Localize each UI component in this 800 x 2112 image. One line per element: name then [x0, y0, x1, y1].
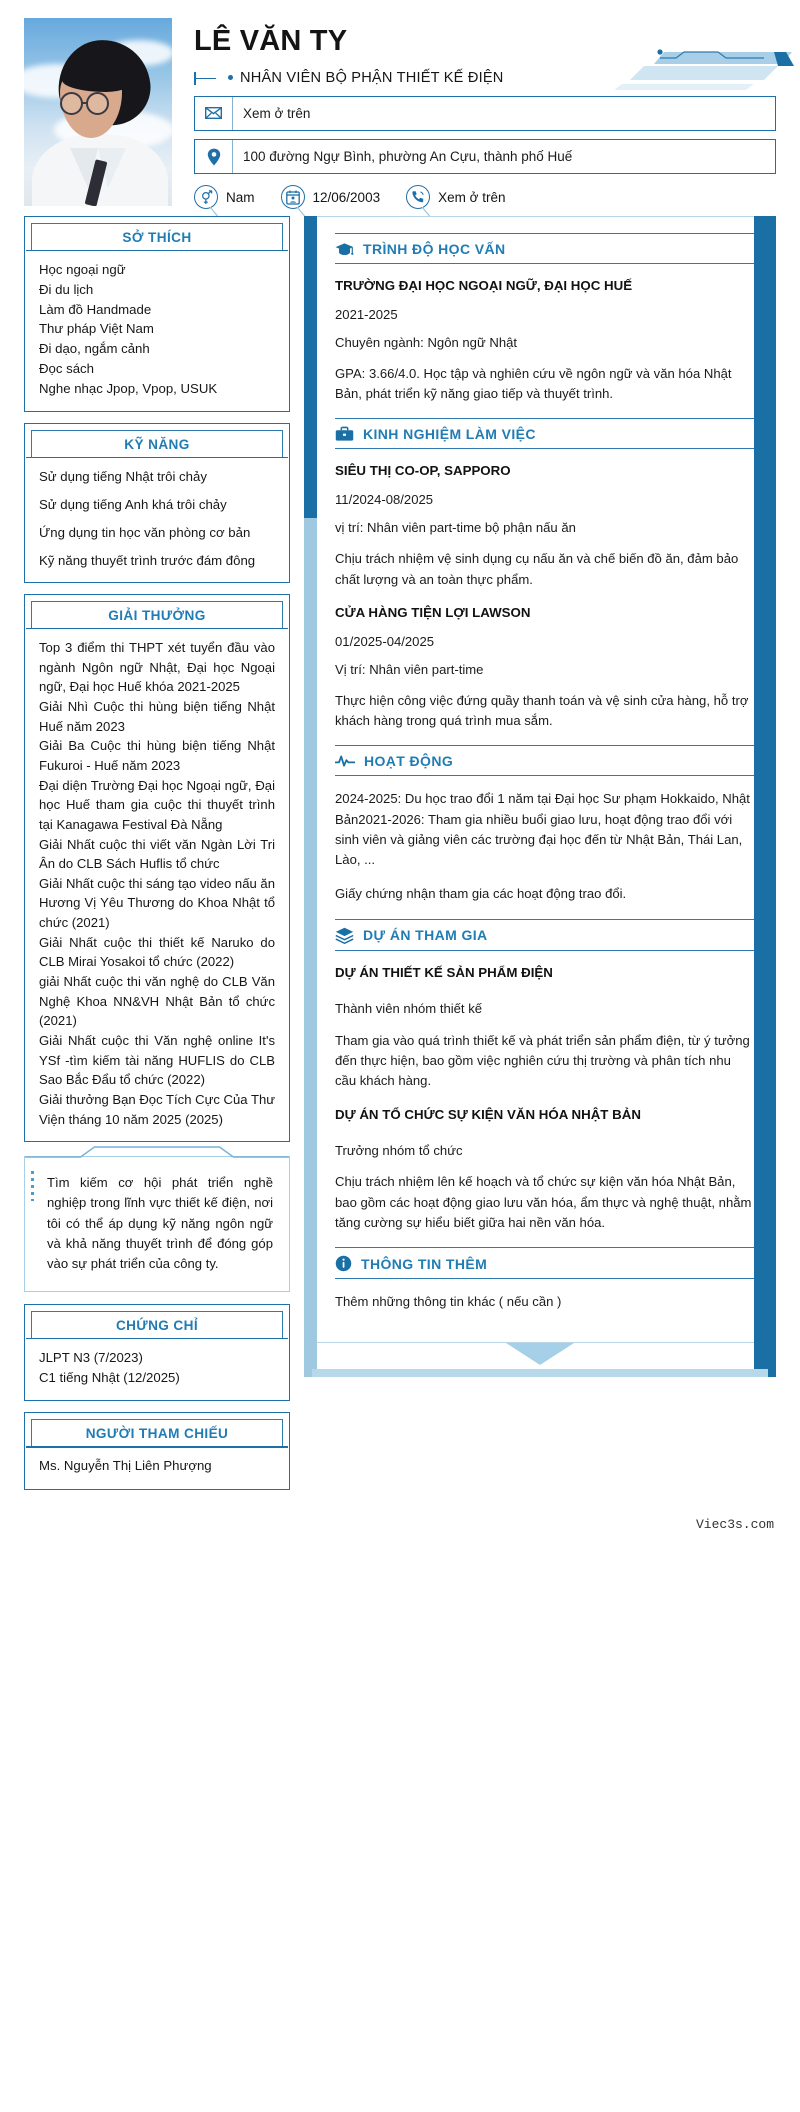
section-experience — [335, 418, 755, 731]
list-item: Giải Nhất cuộc thi viết văn Ngàn Lời Tri Ân do CLB Sách Huflis tổ chức — [39, 836, 275, 872]
project-role: Thành viên nhóm thiết kế — [335, 1001, 483, 1017]
experience-org: SIÊU THỊ CO-OP, SAPPORO — [335, 463, 511, 479]
cv-body — [0, 216, 800, 1501]
reference-body — [25, 1446, 289, 1488]
monitor-frame — [304, 216, 776, 1377]
skills-list — [39, 467, 275, 571]
activities-detail: Giấy chứng nhận tham gia các hoạt động trao đổi. — [335, 886, 627, 902]
experience-header — [335, 418, 755, 449]
calendar-icon — [281, 185, 305, 209]
projects-title: DỰ ÁN THAM GIA — [363, 927, 488, 944]
project-role: Trưởng nhóm tổ chức — [335, 1143, 463, 1159]
awards-title: GIẢI THƯỞNG — [108, 608, 206, 624]
list-item: Giải thưởng Bạn Đọc Tích Cực Của Thư Viện tháng 10 năm 2025 (2025) — [39, 1091, 275, 1127]
email-value: Xem ở trên — [243, 105, 311, 121]
birthday-value: 12/06/2003 — [312, 189, 381, 205]
awards-list — [39, 638, 275, 1129]
education-date: 2021-2025 — [335, 306, 398, 322]
monitor-right-pillar — [754, 216, 776, 1377]
gender-value: Nam — [226, 189, 255, 205]
right-column — [304, 216, 776, 1377]
hobbies-body — [25, 250, 289, 411]
list-item: giải Nhất cuộc thi văn nghệ do CLB Văn Nghệ Khoa NN&VH Nhật Bản tổ chức (2021) — [39, 974, 275, 1029]
objective-notch-decoration — [25, 1146, 289, 1158]
education-title: TRÌNH ĐỘ HỌC VẤN — [363, 241, 506, 257]
certificates-header — [31, 1311, 283, 1338]
photo-glasses — [60, 92, 83, 115]
skills-header — [31, 430, 283, 457]
project-entry — [335, 1106, 755, 1234]
monitor-stand-neck — [506, 1343, 574, 1365]
reference-header — [31, 1419, 283, 1446]
address-field[interactable] — [194, 139, 776, 174]
skills-title: KỸ NĂNG — [124, 436, 190, 452]
experience-date: 01/2025-04/2025 — [335, 633, 435, 649]
list-item: Sử dụng tiếng Nhật trôi chảy — [39, 468, 207, 484]
list-item: Đọc sách — [39, 360, 94, 376]
personal-meta-row — [194, 185, 776, 209]
title-dot-decoration — [228, 75, 233, 80]
section-activities — [335, 745, 755, 904]
additional-info-text: Thêm những thông tin khác ( nếu cần ) — [335, 1294, 562, 1310]
education-detail: Chuyên ngành: Ngôn ngữ Nhật — [335, 334, 518, 350]
footer-watermark: Viec3s.com — [695, 1516, 774, 1532]
list-item: Giải Nhì Cuộc thi hùng biện tiếng Nhật Huế năm 2023 — [39, 699, 275, 734]
activities-title: HOẠT ĐỘNG — [364, 753, 454, 770]
project-entry — [335, 964, 755, 1092]
photo-glasses — [86, 92, 109, 115]
list-item: Ms. Nguyễn Thị Liên Phượng — [39, 1458, 212, 1474]
experience-detail: Chịu trách nhiệm vệ sinh dụng cụ nấu ăn và chế biến đồ ăn, đảm bảo chất lượng và an toàn thực phẩm. — [335, 551, 739, 587]
briefcase-icon — [335, 426, 354, 442]
experience-entry — [335, 462, 755, 589]
list-item: Ứng dụng tin học văn phòng cơ bản — [39, 524, 251, 540]
section-additional-info — [335, 1247, 755, 1312]
reference-title: NGƯỜI THAM CHIẾU — [85, 1426, 229, 1442]
list-item: Đi dạo, ngắm cảnh — [39, 341, 150, 357]
candidate-name: LÊ VĂN TY — [194, 25, 348, 57]
list-item: Top 3 điểm thi THPT xét tuyển đầu vào ngành Ngôn ngữ Nhật, Đại học Ngoại ngữ, Đại học Huế khóa 2021-2025 — [39, 640, 275, 695]
monitor-stand — [304, 1343, 776, 1377]
title-dash-decoration — [194, 72, 222, 84]
experience-org: CỬA HÀNG TIỆN LỢI LAWSON — [335, 604, 531, 620]
layers-icon — [335, 927, 354, 944]
education-entry — [335, 277, 755, 404]
list-item: Kỹ năng thuyết trình trước đám đông — [39, 553, 256, 568]
certificates-title: CHỨNG CHỈ — [115, 1317, 199, 1333]
address-value: 100 đường Ngự Bình, phường An Cựu, thành phố Huế — [243, 149, 573, 165]
phone-value: Xem ở trên — [438, 189, 506, 205]
additional-info-header — [335, 1247, 755, 1279]
activities-detail: 2024-2025: Du học trao đổi 1 năm tại Đại học Sư phạm Hokkaido, Nhật Bản2021-2026: Tham gia nhiều buổi giao lưu, hoạt động trao đổi với sinh viên và giảng viên các trường đại học đến từ Nhật Bản, Thái Lan, Lào, ... — [335, 791, 750, 868]
objective-text: Tìm kiếm cơ hội phát triển nghề nghiệp trong lĩnh vực thiết kế điện, nơi tôi có thể áp dụng kỹ năng ngôn ngữ và khả năng thuyết trình để đóng góp vào sự phát triển của công ty. — [47, 1175, 273, 1272]
list-item: Giải Nhất cuộc thi thiết kế Naruko do CLB Mirai Yosakoi tổ chức (2022) — [39, 934, 275, 970]
projects-header — [335, 919, 755, 951]
monitor-screen — [317, 216, 776, 1343]
monitor-left-bar — [304, 216, 317, 1377]
education-org: TRƯỜNG ĐẠI HỌC NGOẠI NGỮ, ĐẠI HỌC HUẾ — [335, 278, 633, 293]
birthday-field[interactable] — [281, 185, 381, 209]
info-circle-icon — [335, 1255, 352, 1272]
envelope-icon — [195, 97, 233, 130]
project-detail: Chịu trách nhiệm lên kế hoạch và tổ chức sự kiện văn hóa Nhật Bản, bao gồm các hoạt động giao lưu văn hóa, ẩm thực và nghệ thuật, nhằm tăng cường sự hiểu biết giữa hai nền văn hóa. — [335, 1174, 752, 1230]
hobbies-header — [31, 223, 283, 250]
education-detail: GPA: 3.66/4.0. Học tập và nghiên cứu về ngôn ngữ và văn hóa Nhật Bản, phát triển kỹ năng giao tiếp và thuyết trình. — [335, 365, 732, 402]
certificates-body — [25, 1338, 289, 1401]
experience-entry — [335, 604, 755, 731]
monitor-stand-base — [312, 1369, 768, 1377]
list-item: C1 tiếng Nhật (12/2025) — [39, 1370, 180, 1386]
job-title: NHÂN VIÊN BỘ PHẬN THIẾT KẾ ĐIỆN — [240, 69, 504, 86]
section-awards — [24, 594, 290, 1142]
list-item: Giải Ba Cuộc thi hùng biện tiếng Nhật Fukuroi - Huế năm 2023 — [39, 738, 275, 773]
list-item: JLPT N3 (7/2023) — [39, 1349, 143, 1365]
awards-body — [25, 628, 289, 1141]
location-pin-icon — [195, 140, 233, 173]
activity-pulse-icon — [335, 754, 355, 768]
experience-role: vị trí: Nhân viên part-time bộ phận nấu ăn — [335, 520, 576, 536]
experience-title: KINH NGHIỆM LÀM VIỆC — [363, 426, 536, 443]
header-details — [172, 18, 776, 216]
phone-field[interactable] — [406, 185, 505, 209]
additional-info-title: THÔNG TIN THÊM — [361, 1255, 488, 1272]
list-item: Sử dụng tiếng Anh khá trôi chảy — [39, 496, 227, 512]
project-name: DỰ ÁN THIẾT KẾ SẢN PHẨM ĐIỆN — [335, 964, 553, 980]
awards-header — [31, 601, 283, 628]
certificates-list — [39, 1348, 275, 1389]
list-item: Đại diện Trường Đại học Ngoại ngữ, Đại học Huế tham gia cuộc thi thuyết trình tại Kanagawa Festival Đà Nẵng — [39, 777, 275, 832]
photo-glasses-bridge — [82, 102, 88, 104]
project-name: DỰ ÁN TỔ CHỨC SỰ KIỆN VĂN HÓA NHẬT BẢN — [335, 1106, 641, 1122]
job-title-row — [194, 70, 776, 86]
education-header — [335, 233, 755, 264]
gender-icon — [194, 185, 218, 209]
cv-header — [0, 0, 800, 216]
section-hobbies — [24, 216, 290, 412]
phone-icon — [406, 185, 430, 209]
project-detail: Tham gia vào quá trình thiết kế và phát triển sản phẩm điện, từ ý tưởng đến thực hiện, bao gồm việc nghiên cứu thị trường và phân tích nhu cầu khách hàng. — [335, 1032, 750, 1089]
list-item: Giải Nhất cuộc thi Văn nghệ online It's YSf -tìm kiếm tài năng HUFLIS do CLB Sao Bắc Đẩu tổ chức (2022) — [39, 1032, 275, 1088]
profile-photo — [24, 18, 172, 206]
list-item: Thư pháp Việt Nam — [39, 321, 154, 337]
section-education — [335, 233, 755, 404]
skills-body — [25, 457, 289, 583]
list-item: Học ngoại ngữ — [39, 262, 126, 277]
list-item: Đi du lịch — [39, 281, 94, 297]
objective-dots-decoration — [31, 1171, 34, 1201]
experience-role: Vị trí: Nhân viên part-time — [335, 661, 484, 677]
gender-field[interactable] — [194, 185, 255, 209]
section-skills — [24, 423, 290, 584]
experience-date: 11/2024-08/2025 — [335, 492, 434, 508]
list-item: Giải Nhất cuộc thi sáng tạo video nấu ăn Hương Vị Yêu Thương do Khoa Nhật tổ chức (2021) — [39, 875, 275, 931]
list-item: Làm đồ Handmade — [39, 301, 152, 317]
section-reference — [24, 1412, 290, 1489]
activities-header — [335, 745, 755, 776]
list-item: Nghe nhạc Jpop, Vpop, USUK — [39, 380, 218, 396]
hobbies-list — [39, 260, 275, 399]
section-projects — [335, 919, 755, 1233]
section-objective — [24, 1156, 290, 1291]
left-column — [24, 216, 290, 1501]
graduation-cap-icon — [335, 242, 354, 257]
email-field[interactable] — [194, 96, 776, 131]
reference-list — [39, 1456, 275, 1476]
hobbies-title: SỞ THÍCH — [122, 230, 192, 245]
experience-detail: Thực hiện công việc đứng quầy thanh toán và vệ sinh cửa hàng, hỗ trợ khách hàng trong quá trình mua sắm. — [335, 692, 749, 729]
section-certificates — [24, 1304, 290, 1402]
